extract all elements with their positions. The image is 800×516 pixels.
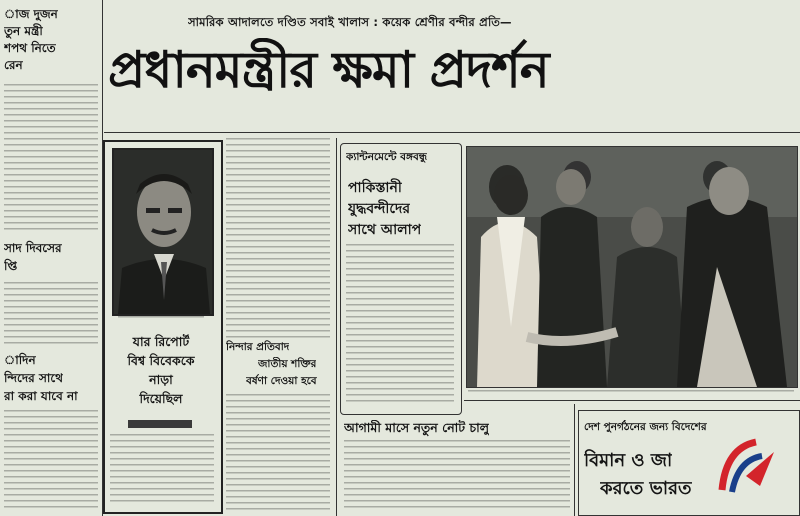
- pak-headline-line-2: যুদ্ধবন্দীদের: [348, 201, 411, 217]
- note-headline: আগামী মাসে নতুন নোট চালু: [344, 420, 490, 435]
- main-kicker: সামরিক আদালতে দণ্ডিত সবাই খালাস : কয়েক শ্রেণীর বন্দীর প্রতি—: [188, 15, 512, 29]
- pak-headline-line-1: পাকিস্তানী: [348, 180, 402, 196]
- portrait-caption-line-3: নাড়া: [149, 372, 173, 387]
- portrait-credit: [118, 316, 204, 320]
- left-bottom-line-3: রা করা যাবে না: [4, 389, 78, 403]
- left-headline-line-2: তুন মন্ত্রী: [4, 24, 43, 38]
- meeting-photo: [466, 146, 798, 388]
- left-headline-line-3: শপথ নিতে: [4, 41, 56, 55]
- pak-headline-line-3: সাথে আলাপ: [348, 222, 422, 238]
- meeting-scene-icon: [467, 147, 797, 387]
- photo-rule: [464, 400, 800, 401]
- left-body-text-3: [4, 410, 98, 510]
- right-headline-line-2: করতে ভারত: [600, 478, 692, 499]
- mid-body-text-2: [226, 394, 330, 510]
- right-kicker: দেশ পুনর্গঠনের জন্য বিদেশের: [584, 421, 707, 433]
- left-headline-line-1: াজ দুজন: [4, 7, 58, 21]
- left-bottom-line-2: ন্দিদের সাথে: [4, 371, 63, 385]
- portrait-figure-icon: [114, 150, 212, 314]
- channel-logo-icon: [716, 436, 780, 498]
- right-headline-line-1: বিমান ও জা: [584, 450, 673, 471]
- main-headline: প্রধানমন্ত্রীর ক্ষমা প্রদর্শন: [108, 40, 549, 99]
- mid-rule: [336, 138, 337, 516]
- pak-body-text: [346, 244, 454, 406]
- bottom-rule: [574, 404, 575, 516]
- caption-tag: [128, 420, 192, 428]
- portrait-box-body: [110, 434, 214, 504]
- left-body-text-2: [4, 282, 98, 348]
- portrait-caption-line-1: যার রিপোর্ট: [132, 334, 190, 349]
- pak-kicker: ক্যান্টনমেন্টে বঙ্গবন্ধু: [346, 151, 428, 163]
- left-headline-line-4: রেন: [4, 58, 23, 72]
- portrait-caption-line-4: দিয়েছিল: [139, 391, 183, 406]
- left-bottom-line-1: াদিন: [4, 353, 36, 367]
- left-subhead-line-2: প্তি: [4, 259, 18, 273]
- left-subhead-line-1: সাদ দিবসের: [4, 241, 62, 255]
- mid-subhead-line-3: বর্ষণা দেওয়া হবে: [246, 375, 317, 387]
- photo-caption: [468, 390, 794, 394]
- portrait-photo: [112, 148, 214, 316]
- portrait-caption-line-2: বিশ্ব বিবেককে: [127, 353, 195, 368]
- note-body-text: [344, 440, 570, 510]
- left-body-text: [4, 84, 98, 234]
- headline-rule: [104, 132, 800, 133]
- mid-body-text: [226, 138, 330, 338]
- mid-subhead-line-1: নিন্দার প্রতিবাদ: [226, 341, 290, 353]
- mid-subhead-line-2: জাতীয় শক্তির: [258, 358, 317, 370]
